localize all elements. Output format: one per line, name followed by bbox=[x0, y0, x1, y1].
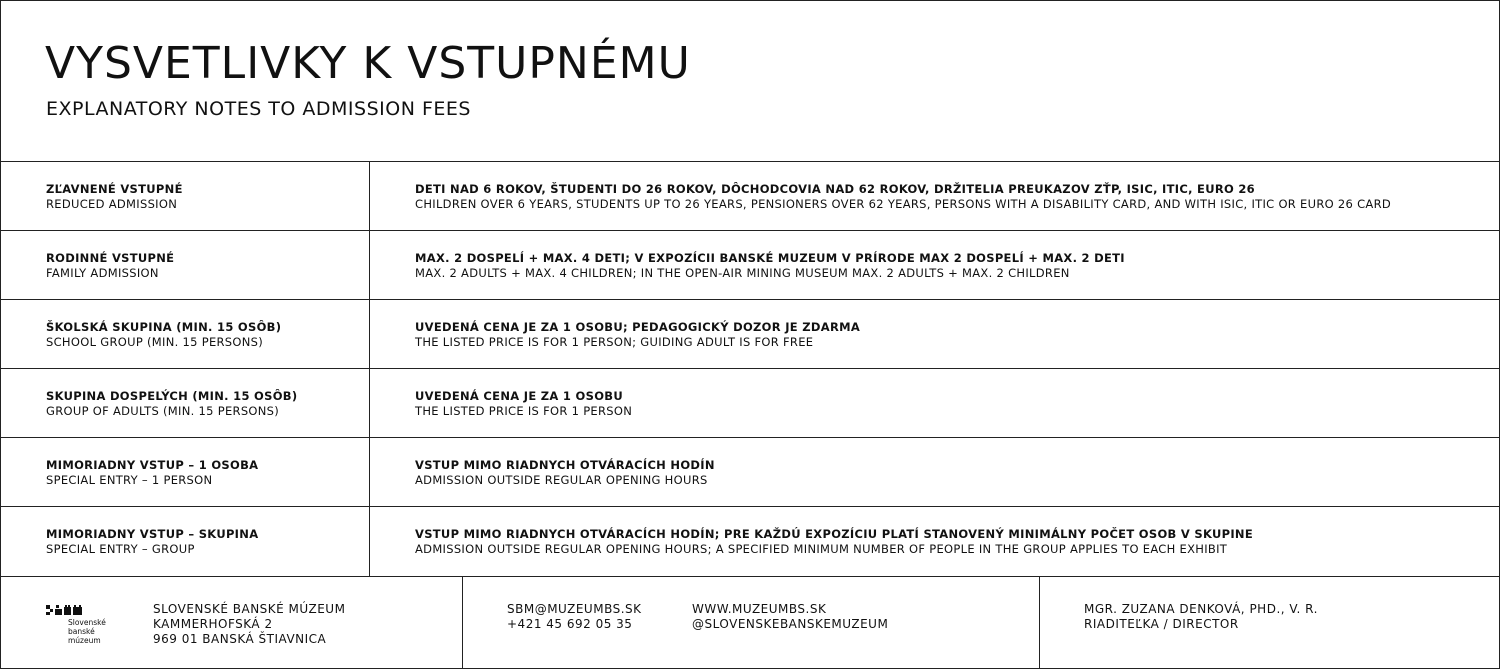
row-desc-en: CHILDREN OVER 6 YEARS, STUDENTS UP TO 26 YEARS, PENSIONERS OVER 62 YEARS, PERSONS WITH A DISABILITY CARD, AND WITH ISIC, ITIC OR EURO 26 CARD bbox=[415, 197, 1392, 211]
logo-text-line: banské bbox=[68, 627, 95, 636]
street-address: KAMMERHOFSKÁ 2 bbox=[153, 617, 273, 631]
footer-address-column bbox=[1, 577, 463, 669]
social-handle: @SLOVENSKEBANSKEMUZEUM bbox=[692, 617, 889, 631]
phone-number: +421 45 692 05 35 bbox=[507, 617, 633, 631]
row-label-sk: SKUPINA DOSPELÝCH (MIN. 15 OSÔB) bbox=[46, 389, 298, 403]
row-label-en: SPECIAL ENTRY – GROUP bbox=[46, 542, 195, 556]
row-label-cell bbox=[1, 300, 370, 368]
row-label-en: FAMILY ADMISSION bbox=[46, 266, 159, 280]
row-desc-sk: MAX. 2 DOSPELÍ + MAX. 4 DETI; V EXPOZÍCII BANSKÉ MUZEUM V PRÍRODE MAX 2 DOSPELÍ + MAX. 2 DETI bbox=[415, 251, 1125, 265]
row-label-en: SCHOOL GROUP (MIN. 15 PERSONS) bbox=[46, 335, 264, 349]
row-label-sk: MIMORIADNY VSTUP – SKUPINA bbox=[46, 527, 259, 541]
header bbox=[1, 1, 1499, 162]
row-desc-sk: UVEDENÁ CENA JE ZA 1 OSOBU bbox=[415, 389, 623, 403]
row-desc-cell bbox=[370, 162, 1499, 230]
row-label-cell bbox=[1, 231, 370, 299]
row-desc-sk: VSTUP MIMO RIADNYCH OTVÁRACÍCH HODÍN bbox=[415, 458, 715, 472]
table-row bbox=[1, 162, 1499, 231]
director-name: MGR. ZUZANA DENKOVÁ, PHD., V. R. bbox=[1084, 602, 1318, 616]
footer-contact-column bbox=[463, 577, 1040, 669]
logo-text-line: Slovenské bbox=[68, 618, 106, 627]
logo-mark-icon bbox=[46, 604, 86, 616]
row-label-en: REDUCED ADMISSION bbox=[46, 197, 178, 211]
table-row bbox=[1, 369, 1499, 438]
page-title: VYSVETLIVKY K VSTUPNÉMU bbox=[45, 38, 691, 89]
director-title: RIADITEĽKA / DIRECTOR bbox=[1084, 617, 1239, 631]
footer-director-column bbox=[1040, 577, 1499, 669]
page-subtitle: EXPLANATORY NOTES TO ADMISSION FEES bbox=[46, 98, 471, 120]
row-label-sk: MIMORIADNY VSTUP – 1 OSOBA bbox=[46, 458, 259, 472]
row-label-cell bbox=[1, 438, 370, 506]
row-desc-cell bbox=[370, 369, 1499, 437]
row-label-sk: ŠKOLSKÁ SKUPINA (MIN. 15 OSÔB) bbox=[46, 320, 282, 334]
table-row bbox=[1, 438, 1499, 507]
website-link[interactable]: WWW.MUZEUMBS.SK bbox=[692, 602, 827, 616]
row-desc-cell bbox=[370, 231, 1499, 299]
row-desc-en: MAX. 2 ADULTS + MAX. 4 CHILDREN; IN THE OPEN-AIR MINING MUSEUM MAX. 2 ADULTS + MAX. 2 CHILDREN bbox=[415, 266, 1070, 280]
org-name: SLOVENSKÉ BANSKÉ MÚZEUM bbox=[153, 602, 346, 616]
table-row bbox=[1, 300, 1499, 369]
row-desc-en: ADMISSION OUTSIDE REGULAR OPENING HOURS bbox=[415, 473, 708, 487]
logo-text-line: múzeum bbox=[68, 636, 101, 645]
row-label-sk: ZĽAVNENÉ VSTUPNÉ bbox=[46, 182, 183, 196]
row-desc-cell bbox=[370, 507, 1499, 576]
city-address: 969 01 BANSKÁ ŠTIAVNICA bbox=[153, 632, 327, 646]
email-link[interactable]: SBM@MUZEUMBS.SK bbox=[507, 602, 642, 616]
row-label-en: SPECIAL ENTRY – 1 PERSON bbox=[46, 473, 213, 487]
row-desc-cell bbox=[370, 300, 1499, 368]
row-label-cell bbox=[1, 162, 370, 230]
table-row bbox=[1, 507, 1499, 576]
row-desc-en: ADMISSION OUTSIDE REGULAR OPENING HOURS; A SPECIFIED MINIMUM NUMBER OF PEOPLE IN THE GROUP APPLIES TO EACH EXHIBIT bbox=[415, 542, 1228, 556]
row-desc-sk: UVEDENÁ CENA JE ZA 1 OSOBU; PEDAGOGICKÝ DOZOR JE ZDARMA bbox=[415, 320, 861, 334]
row-desc-sk: DETI NAD 6 ROKOV, ŠTUDENTI DO 26 ROKOV, DÔCHODCOVIA NAD 62 ROKOV, DRŽITELIA PREUKAZOV ZŤP, ISIC, ITIC, EURO 26 bbox=[415, 182, 1255, 196]
row-label-sk: RODINNÉ VSTUPNÉ bbox=[46, 251, 175, 265]
row-label-cell bbox=[1, 369, 370, 437]
row-desc-sk: VSTUP MIMO RIADNYCH OTVÁRACÍCH HODÍN; PRE KAŽDÚ EXPOZÍCIU PLATÍ STANOVENÝ MINIMÁLNY POČET OSOB V SKUPINE bbox=[415, 527, 1254, 541]
museum-logo bbox=[46, 604, 126, 649]
row-desc-en: THE LISTED PRICE IS FOR 1 PERSON bbox=[415, 404, 633, 418]
footer bbox=[1, 576, 1499, 669]
row-desc-en: THE LISTED PRICE IS FOR 1 PERSON; GUIDING ADULT IS FOR FREE bbox=[415, 335, 814, 349]
table-row bbox=[1, 231, 1499, 300]
row-label-cell bbox=[1, 507, 370, 576]
row-label-en: GROUP OF ADULTS (MIN. 15 PERSONS) bbox=[46, 404, 280, 418]
fee-notes-table bbox=[1, 162, 1499, 576]
row-desc-cell bbox=[370, 438, 1499, 506]
